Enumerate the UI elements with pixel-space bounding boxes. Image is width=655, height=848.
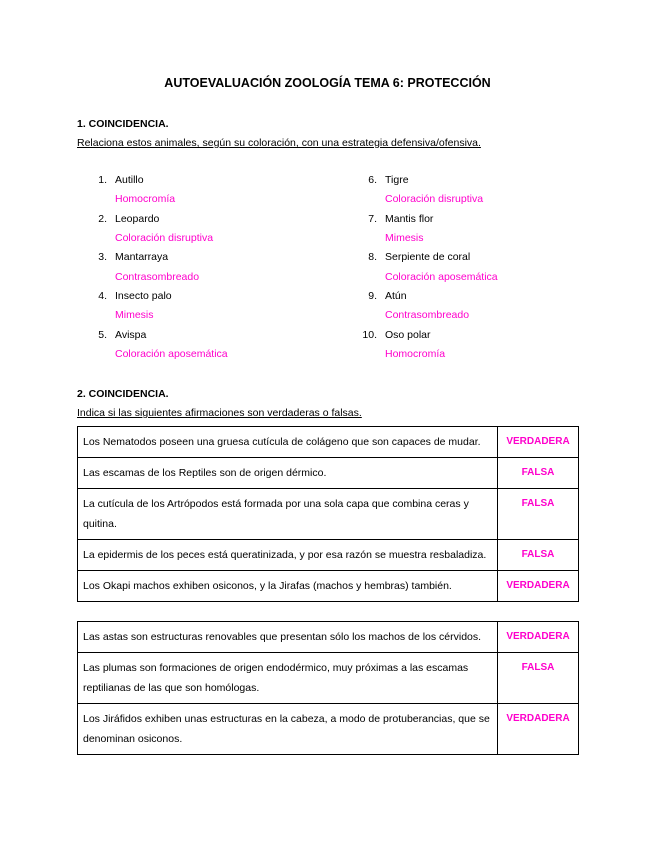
table-row (78, 489, 579, 540)
table-row (78, 704, 579, 755)
list-item (347, 326, 607, 365)
table-row (78, 458, 579, 489)
right-item-list (347, 171, 607, 364)
animal-name: Tigre (385, 174, 409, 186)
item-number: 8. (368, 251, 377, 264)
answer-strategy: Mimesis (115, 309, 154, 322)
animal-name: Avispa (115, 328, 147, 341)
answer-strategy: Mimesis (385, 231, 424, 244)
item-number: 2. (98, 212, 107, 225)
item-number: 5. (98, 328, 107, 341)
answer-strategy: Homocromía (385, 348, 446, 361)
page-title: AUTOEVALUACIÓN ZOOLOGÍA TEMA 6: PROTECCIÓN (164, 76, 491, 90)
list-item (77, 171, 337, 210)
item-number: 9. (368, 290, 377, 303)
animal-name: Insecto palo (115, 290, 172, 303)
item-number: 10. (362, 328, 377, 341)
answer-cell: FALSA (498, 540, 579, 571)
true-false-table-2 (77, 621, 579, 755)
list-item (77, 248, 337, 287)
answer-cell: FALSA (498, 489, 579, 540)
list-item (77, 287, 337, 326)
left-item-list (77, 171, 337, 364)
section2-instruction: Indica si las siguientes afirmaciones son verdaderas o falsas. (77, 407, 362, 419)
section2-heading: 2. COINCIDENCIA. (77, 388, 169, 400)
table-row (78, 540, 579, 571)
animal-name: Mantarraya (115, 251, 169, 264)
animal-name: Serpiente de coral (385, 251, 471, 264)
animal-name: Oso polar (385, 328, 431, 341)
statement-cell: Las plumas son formaciones de origen endodérmico, muy próximas a las escamas reptilianas de las que son homólogas. (78, 653, 498, 704)
statement-cell: Los Nematodos poseen una gruesa cutícula de colágeno que son capaces de mudar. (78, 427, 498, 458)
answer-strategy: Homocromía (115, 193, 176, 206)
item-number: 3. (98, 251, 107, 264)
section1-heading: 1. COINCIDENCIA. (77, 118, 169, 130)
true-false-table-1 (77, 426, 579, 602)
table-row (78, 622, 579, 653)
statement-cell: La cutícula de los Artrópodos está formada por una sola capa que combina ceras y quitina. (78, 489, 498, 540)
answer-cell: VERDADERA (498, 571, 579, 602)
statement-cell: La epidermis de los peces está queratinizada, y por esa razón se muestra resbaladiza. (78, 540, 498, 571)
answer-strategy: Contrasombreado (385, 309, 470, 322)
answer-cell: VERDADERA (498, 427, 579, 458)
answer-cell: FALSA (498, 653, 579, 704)
list-item (77, 326, 337, 365)
statement-cell: Las astas son estructuras renovables que presentan sólo los machos de los cérvidos. (78, 622, 498, 653)
section1-instruction: Relaciona estos animales, según su coloración, con una estrategia defensiva/ofensiva. (77, 137, 481, 149)
answer-strategy: Coloración aposemática (385, 270, 498, 283)
list-item (347, 210, 607, 249)
item-number: 6. (368, 174, 377, 186)
list-item (347, 287, 607, 326)
answer-cell: VERDADERA (498, 704, 579, 755)
animal-name: Mantis flor (385, 212, 434, 225)
item-number: 4. (98, 290, 107, 303)
list-item (347, 171, 607, 210)
animal-name: Autillo (115, 174, 144, 186)
statement-cell: Las escamas de los Reptiles son de origen dérmico. (78, 458, 498, 489)
animal-name: Leopardo (115, 212, 160, 225)
table-row (78, 653, 579, 704)
answer-cell: FALSA (498, 458, 579, 489)
table-row (78, 571, 579, 602)
answer-strategy: Contrasombreado (115, 270, 200, 283)
item-number: 7. (368, 212, 377, 225)
item-number: 1. (98, 174, 107, 186)
list-item (347, 248, 607, 287)
answer-strategy: Coloración aposemática (115, 348, 228, 361)
statement-cell: Los Okapi machos exhiben osiconos, y la Jirafas (machos y hembras) también. (78, 571, 498, 602)
animal-name: Atún (385, 290, 407, 303)
table-row (78, 427, 579, 458)
list-item (77, 210, 337, 249)
answer-strategy: Coloración disruptiva (385, 193, 484, 206)
statement-cell: Los Jiráfidos exhiben unas estructuras en la cabeza, a modo de protuberancias, que se denominan osiconos. (78, 704, 498, 755)
answer-strategy: Coloración disruptiva (115, 231, 214, 244)
answer-cell: VERDADERA (498, 622, 579, 653)
